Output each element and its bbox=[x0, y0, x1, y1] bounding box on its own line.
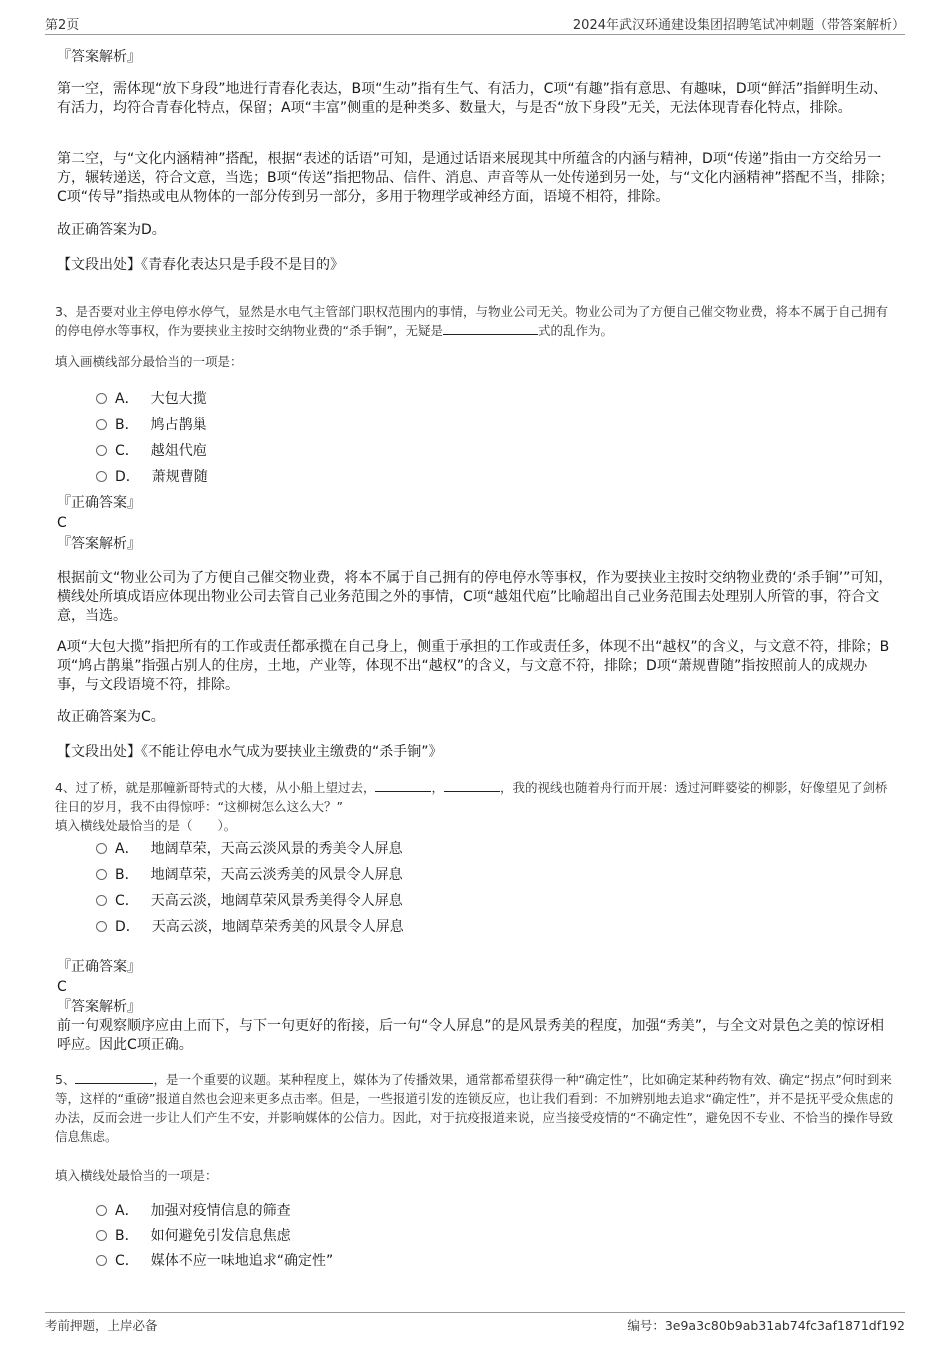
analysis-label: 『答案解析』 bbox=[57, 999, 141, 1015]
answer-blank bbox=[444, 791, 500, 792]
correct-answer: C bbox=[57, 515, 67, 531]
source-citation: 【文段出处】《不能让停电水气成为要挟业主缴费的“杀手锏”》 bbox=[57, 744, 443, 760]
correct-answer: C bbox=[57, 979, 67, 995]
option-a[interactable]: A． 地阔草荣，天高云淡风景的秀美令人屏息 bbox=[96, 839, 403, 859]
answer-label: 『正确答案』 bbox=[57, 495, 141, 511]
analysis-label: 『答案解析』 bbox=[57, 49, 141, 65]
option-c[interactable]: C． 媒体不应一味地追求“确定性” bbox=[96, 1251, 333, 1271]
analysis-paragraph: 第一空，需体现“放下身段”地进行青春化表达，B项“生动”指有生气、有活力，C项“有趣”指有意思、有趣味，D项“鲜活”指鲜明生动、有活力，均符合青春化特点，保留；A项“丰富”侧重的是种类多、数量大，与是否“放下身段”无关，无法体现青春化特点，排除。 bbox=[57, 81, 888, 116]
question-stem: 3、是否要对业主停电停水停气，显然是水电气主管部门职权范围内的事情，与物业公司无关。物业公司为了方便自己催交物业费，将本不属于自己拥有的停电停水等事权，作为要挟业主按时交纳物业费的“杀手锏”，无疑是 式的乱作为。 bbox=[55, 304, 888, 338]
analysis-label: 『答案解析』 bbox=[57, 536, 141, 552]
answer-blank bbox=[75, 1083, 153, 1084]
analysis-conclusion: 故正确答案为C。 bbox=[57, 709, 165, 725]
radio-icon[interactable] bbox=[96, 471, 107, 482]
answer-label: 『正确答案』 bbox=[57, 959, 141, 975]
question-stem: 4、过了桥，就是那幢新哥特式的大楼，从小船上望过去， ， ，我的视线也随着舟行而开展：透过河畔婆娑的柳影，好像望见了剑桥往日的岁月，我不由得惊呼：“这柳树怎么这么大？” bbox=[55, 780, 888, 814]
analysis-paragraph: A项“大包大揽”指把所有的工作或责任都承揽在自己身上，侧重于承担的工作或责任多，体现不出“越权”的含义，与文意不符，排除；B项“鸠占鹊巢”指强占别人的住房，土地，产业等，体现不出“越权”的含义，与文意不符，排除；D项“萧规曹随”指按照前人的成规办事，与文段语境不符，排除。 bbox=[57, 639, 890, 693]
radio-icon[interactable] bbox=[96, 895, 107, 906]
analysis-paragraph: 第二空，与“文化内涵精神”搭配，根据“表述的话语”可知，是通过话语来展现其中所蕴含的内涵与精神，D项“传递”指由一方交给另一方，辗转递送，符合文意，当选；B项“传送”指把物品、信件、消息、声音等从一处传递到另一处，与“文化内涵精神”搭配不当，排除；C项“传导”指热或电从物体的一部分传到另一部分，多用于物理学或神经方面，语境不相符，排除。 bbox=[57, 151, 894, 205]
radio-icon[interactable] bbox=[96, 393, 107, 404]
question-prompt: 填入画横线部分最恰当的一项是： bbox=[55, 354, 243, 369]
option-b[interactable]: B． 如何避免引发信息焦虑 bbox=[96, 1226, 291, 1246]
option-d[interactable]: D． 天高云淡，地阔草荣秀美的风景令人屏息 bbox=[96, 917, 404, 937]
page-header bbox=[45, 14, 905, 35]
radio-icon[interactable] bbox=[96, 921, 107, 932]
document-id: 编号：3e9a3c80b9ab31ab74fc3af1871df192 bbox=[627, 1318, 905, 1333]
question-prompt: 填入横线处最恰当的一项是： bbox=[55, 1168, 218, 1183]
page-footer bbox=[45, 1312, 905, 1333]
radio-icon[interactable] bbox=[96, 445, 107, 456]
option-b[interactable]: B． 鸠占鹊巢 bbox=[96, 415, 207, 435]
question-stem: 5、 ，是一个重要的议题。某种程度上，媒体为了传播效果，通常都希望获得一种“确定性”，比如确定某种药物有效、确定“拐点”何时到来等，这样的“重磅”报道自然也会迎来更多点击率。但是，一些报道引发的连锁反应，也让我们看到：不加辨别地去追求“确定性”，并不是抚平受众焦虑的办法，反而会进一步让人们产生不安，并影响媒体的公信力。因此，对于抗疫报道来说，应当接受疫情的“不确定性”，避免因不专业、不恰当的操作导致信息焦虑。 bbox=[55, 1072, 894, 1144]
radio-icon[interactable] bbox=[96, 1230, 107, 1241]
radio-icon[interactable] bbox=[96, 1205, 107, 1216]
radio-icon[interactable] bbox=[96, 419, 107, 430]
answer-blank bbox=[375, 791, 431, 792]
option-b[interactable]: B． 地阔草荣，天高云淡秀美的风景令人屏息 bbox=[96, 865, 403, 885]
source-citation: 【文段出处】《青春化表达只是手段不是目的》 bbox=[57, 257, 344, 273]
analysis-conclusion: 故正确答案为D。 bbox=[57, 222, 166, 238]
question-prompt: 填入横线处最恰当的是（ ）。 bbox=[55, 818, 237, 833]
answer-blank bbox=[443, 334, 538, 335]
radio-icon[interactable] bbox=[96, 869, 107, 880]
option-c[interactable]: C． 天高云淡，地阔草荣风景秀美得令人屏息 bbox=[96, 891, 403, 911]
document-title: 2024年武汉环通建设集团招聘笔试冲刺题（带答案解析） bbox=[572, 18, 905, 33]
page-number: 第2页 bbox=[45, 18, 80, 33]
option-a[interactable]: A． 加强对疫情信息的筛查 bbox=[96, 1201, 291, 1221]
option-a[interactable]: A． 大包大揽 bbox=[96, 389, 207, 409]
footer-slogan: 考前押题，上岸必备 bbox=[45, 1318, 158, 1333]
option-c[interactable]: C． 越俎代庖 bbox=[96, 441, 207, 461]
radio-icon[interactable] bbox=[96, 843, 107, 854]
analysis-paragraph: 前一句观察顺序应由上而下，与下一句更好的衔接，后一句“令人屏息”的是风景秀美的程度，加强“秀美”，与全文对景色之美的惊讶相呼应。因此C项正确。 bbox=[57, 1018, 885, 1053]
option-d[interactable]: D． 萧规曹随 bbox=[96, 467, 208, 487]
radio-icon[interactable] bbox=[96, 1255, 107, 1266]
analysis-paragraph: 根据前文“物业公司为了方便自己催交物业费，将本不属于自己拥有的停电停水等事权，作为要挟业主按时交纳物业费的‘杀手锏’”可知，横线处所填成语应体现出物业公司去管自己业务范围之外的事情，C项“越俎代庖”比喻超出自己业务范围去处理别人所管的事，符合文意，当选。 bbox=[57, 570, 893, 624]
